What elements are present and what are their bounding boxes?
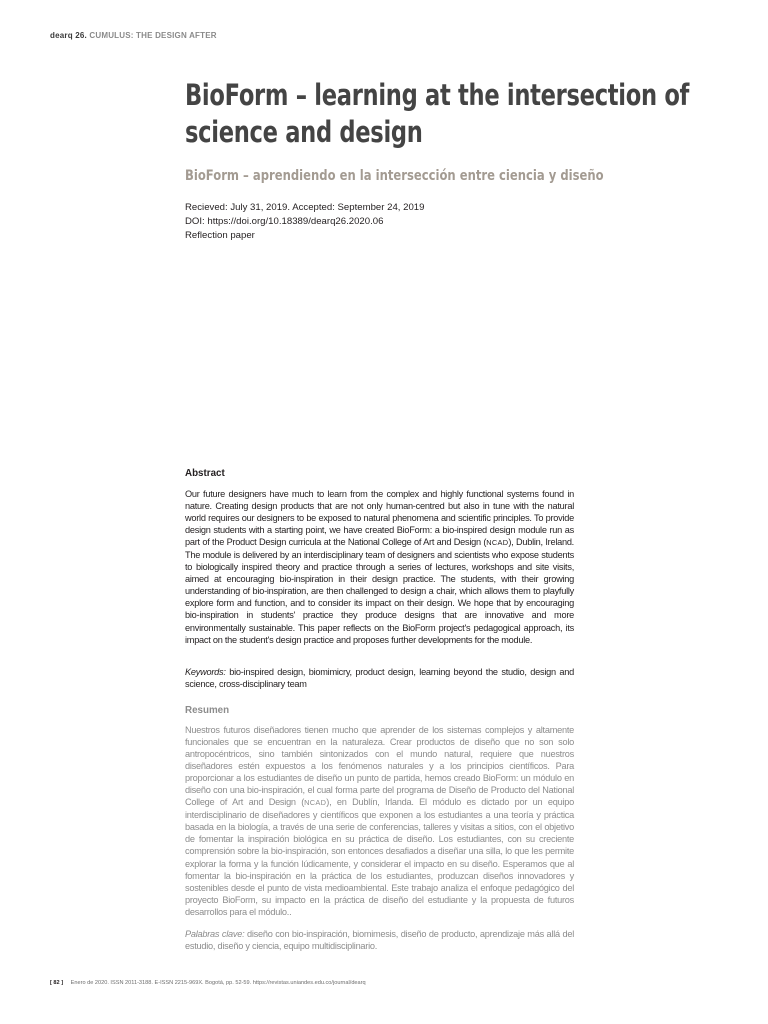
resumen-text-part-1: Nuestros futuros diseñadores tienen mucho que aprender de los sistemas complejos y altamente funcionales que se encuentran en la naturaleza. Crear productos de diseño que no son solo antropocéntricos, sino también sintonizados con el mundo natural, requiere que nuestros diseñadores estén expuestos a los fenómenos naturales y a los principios científicos. Para proporcionar a los estudiantes de diseño un punto de partida, hemos creado BioForm: un módulo en diseño con una bio-inspiración, el cual forma parte del programa de Diseño de Producto del National College of Art and Design ( [185,725,574,808]
footer-citation: Enero de 2020. ISSN 2011-3188. E-ISSN 2215-969X. Bogotá, pp. 52-59. https://revistas.uniandes.edu.co/journal/dearq [70,980,366,986]
resumen-heading: Resumen [185,705,230,716]
issue-section: CUMULUS: THE DESIGN AFTER [89,31,217,40]
page-footer [50,980,366,986]
title-block [185,77,730,157]
doi: DOI: https://doi.org/10.18389/dearq26.2020.06 [185,216,384,228]
journal-issue: dearq 26. [50,31,87,40]
palabras-clave-list: diseño con bio-inspiración, biomimesis, diseño de producto, aprendizaje más allá del estudio, diseño y ciencia, equipo multidisciplinario. [185,929,574,952]
keywords-label: Keywords: [185,667,226,677]
resumen-text-part-2: ), en Dublín, Irlanda. El módulo es dictado por un equipo interdisciplinario de diseñadores y científicos que exponen a los estudiantes a una teoría y práctica basada en la biología, a través de una serie de conferencias, talleres y visitas a sitios, con el objetivo de fomentar la inspiración biológica en su práctica de diseño. Los estudiantes, con su creciente comprensión sobre la bio-inspiración, son entonces desafiados a diseñar una silla, lo que les permite explorar la forma y la función lúdicamente, y considerar el impacto en su diseño. Esperamos que al fomentar la bio-inspiración en la práctica de los estudiantes, produzcan diseños innovadores y sostenibles desde el punto de vista medioambiental. Este trabajo analiza el enfoque pedagógico del proyecto BioForm, su impacto en la práctica de diseño del estudiante y la propuesta de futuros desarrollos para el módulo.. [185,797,574,917]
running-head [50,31,217,40]
received-date: Recieved: July 31, 2019. Accepted: September 24, 2019 [185,202,425,213]
paper-subtitle: BioForm – aprendiendo en la intersección entre ciencia y diseño [185,168,604,184]
paper-title: BioForm – learning at the intersection of science and design [185,78,690,149]
abstract-heading: Abstract [185,468,225,479]
palabras-clave-label: Palabras clave: [185,929,245,939]
keywords-list: bio-inspired design, biomimicry, product design, learning beyond the studio, design and science, cross-disciplinary team [185,667,574,690]
abstract-text [185,488,574,646]
resumen-text [185,724,574,918]
abstract-text-part-1: Our future designers have much to learn from the complex and highly functional systems found in nature. Creating design products that are not only human-centred but also in tune with the natural world requires our designers to be exposed to natural phenomena and scientific principles. To provide design students with a starting point, we have created BioForm: a bio-inspired design module run as part of the Product Design curricula at the National College of Art and Design ( [185,489,574,548]
paper-type: Reflection paper [185,230,255,242]
page-number: [ 82 ] [50,980,64,986]
keywords [185,666,574,690]
abstract-text-part-2: ), Dublin, Ireland. The module is delivered by an interdisciplinary team of designers and scientists who expose students to biologically inspired theory and practice through a series of lectures, workshops and site visits, aimed at encouraging bio-inspiration in their design practice. The students, with their growing understanding of bio-inspiration, are then challenged to design a chair, which allows them to playfully explore form and function, and to consider its impact on their design. We hope that by encouraging bio-inspiration in students' practice they produce designs that are innovative and more environmentally sustainable. This paper reflects on the BioForm project's pedagogical approach, its impact on the student's design practice and proposes further developments for the module. [185,537,574,645]
abstract-acronym: NCAD [486,538,509,548]
resumen-acronym: NCAD [304,798,327,808]
palabras-clave [185,928,574,952]
article-metadata [185,201,585,244]
